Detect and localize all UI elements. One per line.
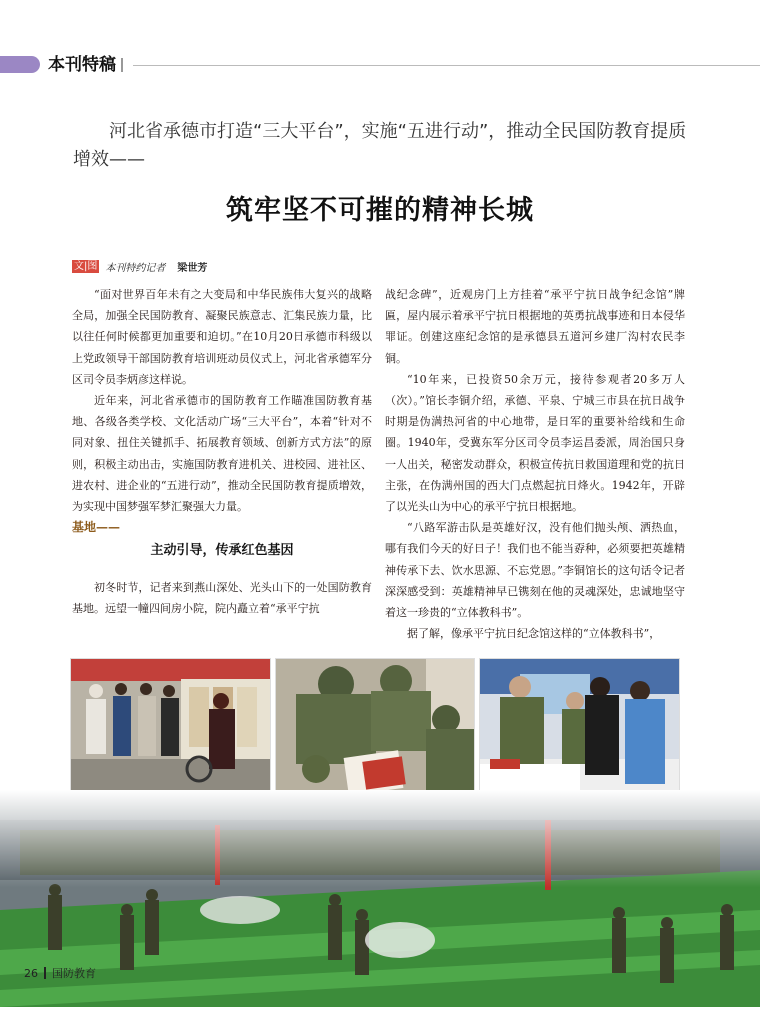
section-label: 本刊特稿 <box>48 55 116 75</box>
left-column <box>72 284 372 517</box>
page-number: 26 <box>24 966 38 980</box>
article-title: 筑牢坚不可摧的精神长城 <box>226 195 534 226</box>
paragraph: “10年来，已投资50余万元，接待参观者20多万人（次）。”馆长李铜介绍，承德、平泉、宁城三市县在抗日战争时期是伪满热河省的中心地带，是日军的重要补给线和生命圈。1940年，受冀东军分区司令员李运昌委派，周治国只身一人出关，秘密发动群众，积极宣传抗日救国道理和党的抗日主张，在伪满州国的西大门点燃起抗日烽火。1942年，开辟了以光头山为中心的承平宁抗日根据地。 <box>385 372 685 514</box>
magazine-name: 国防教育 <box>52 967 96 980</box>
paragraph: 初冬时节，记者来到燕山深处、光头山下的一处国防教育基地。远望一幢四间房小院，院内矗立着“承平宁抗 <box>72 581 372 616</box>
paragraph: 战纪念碑”，近观房门上方挂着“承平宁抗日战争纪念馆”牌匾，屋内展示着承平宁抗日根据地的英勇抗战事迹和日本侵华罪证。创建这座纪念馆的是承德县五道河乡建厂沟村农民李铜。 <box>385 288 685 365</box>
section-title: 主动引导，传承红色基因 <box>150 543 294 558</box>
byline <box>72 259 207 274</box>
paragraph: 据了解，像承平宁抗日纪念馆这样的“立体教科书”， <box>407 627 661 641</box>
paragraph: “面对世界百年未有之大变局和中华民族伟大复兴的战略全局，加强全民国防教育、凝聚民族意志、汇集民族力量，比以往任何时候都更加重要和迫切。”在10月20日承德市科级以上党政领导干部国防教育培训班动员仪式上，河北省承德军分区司令员李炳彦这样说。 <box>72 288 372 386</box>
paragraph: 近年来，河北省承德市的国防教育工作瞄准国防教育基地、各级各类学校、文化活动广场“三大平台”，本着“针对不同对象、扭住关键抓手、拓展教育领域、创新方式方法”的原则，积极主动出击，实施国防教育进机关、进校园、进社区、进农村、进企业的“五进行动”，推动全民国防教育提质增效，为实现中国梦强军梦汇聚强大力量。 <box>72 394 372 514</box>
paragraph: “八路军游击队是英雄好汉，没有他们抛头颅、洒热血，哪有我们今天的好日子！我们也不能当孬种，必须要把英雄精神传承下去、饮水思源、不忘党恩。”李铜馆长的这句话令记者深深感受到：英雄精神早已镌刻在他的灵魂深处，忠诚地坚守着这一珍贵的“立体教科书”。 <box>385 521 685 620</box>
header-rule <box>133 65 760 66</box>
background-parade-image <box>0 790 760 1007</box>
byline-role: 本刊特约记者 <box>105 263 166 274</box>
section-label-base: 基地—— <box>72 520 121 534</box>
photo-students-desk <box>479 658 680 801</box>
byline-author: 梁世芳 <box>177 263 208 274</box>
photo-soldiers-reading <box>275 658 475 801</box>
byline-tag: 文|图 <box>74 261 98 272</box>
section-accent-bar <box>0 56 40 73</box>
right-column <box>385 284 685 644</box>
left-column-lower <box>72 577 372 619</box>
page-footer <box>24 965 96 981</box>
photo-exhibition-visitors <box>70 658 271 801</box>
section-separator <box>121 58 123 72</box>
article-subtitle: 河北省承德市打造“三大平台”，实施“五进行动”，推动全民国防教育提质增效—— <box>73 121 687 170</box>
footer-separator <box>44 967 46 979</box>
